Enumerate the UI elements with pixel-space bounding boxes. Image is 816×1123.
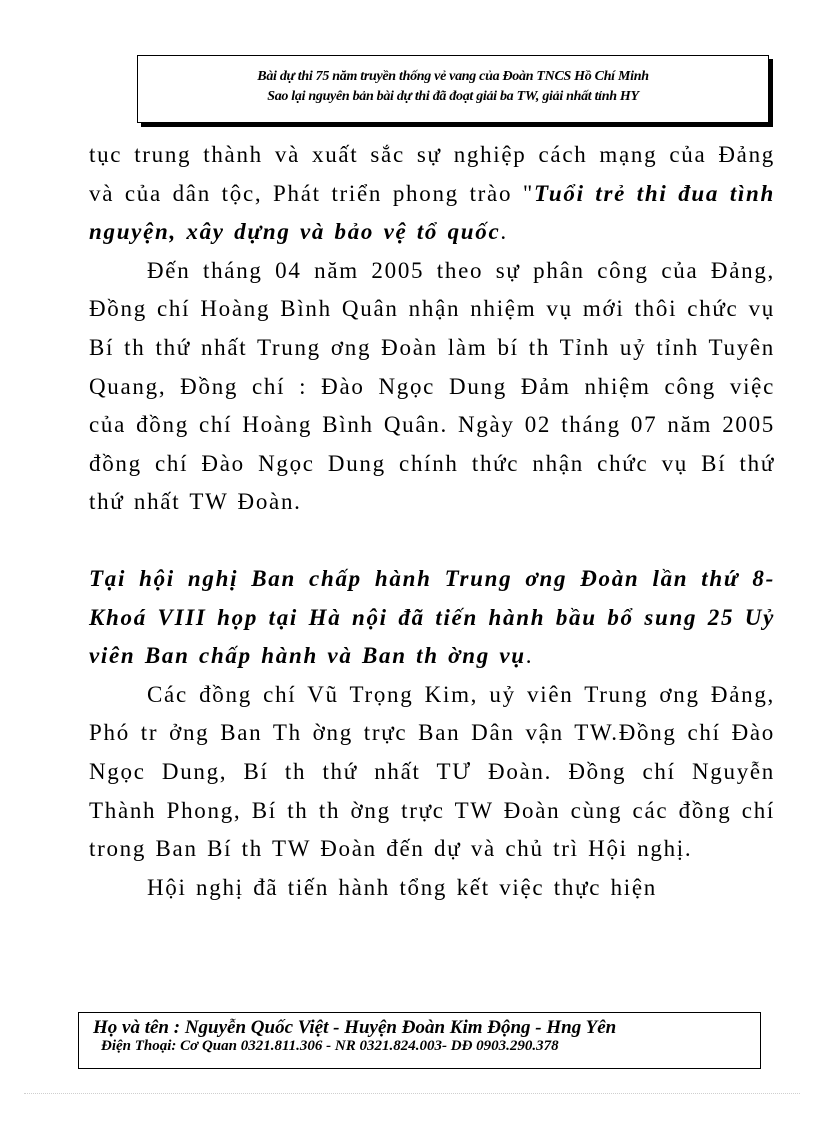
page-bottom-rule [24, 1093, 800, 1094]
paragraph-5: Hội nghị đã tiến hành tổng kết việc thực hiện [147, 874, 658, 900]
paragraph-gap [89, 522, 775, 560]
paragraph-3 [89, 560, 775, 676]
paragraph-4: Các đồng chí Vũ Trọng Kim, uỷ viên Trung ơng Đảng, Phó tr ởng Ban Th ờng trực Ban Dân vận TW.Đồng chí Đào Ngọc Dung, Bí th thứ nhất TƯ Đoàn. Đồng chí Nguyễn Thành Phong, Bí th th ờng trực TW Đoàn cùng các đồng chí trong Ban Bí th TW Đoàn đến dự và chủ trì Hội nghị. [89, 681, 775, 862]
footer-box [78, 1012, 761, 1069]
footer-author: Họ và tên : Nguyễn Quốc Việt - Huyện Đoàn Kim Động - Hng Yên [93, 1017, 617, 1038]
paragraph-1-text: tục trung thành và xuất sắc sự nghiệp cách mạng của Đảng và của dân tộc, Phát triển phong trào " [89, 142, 775, 206]
document-body [89, 136, 775, 907]
conference-heading: Tại hội nghị Ban chấp hành Trung ơng Đoàn lần thứ 8- Khoá VIII họp tại Hà nội đã tiến hành bầu bổ sung 25 Uỷ viên Ban chấp hành và Ban th ờng vụ [89, 565, 775, 669]
paragraph-3-end: . [525, 643, 534, 669]
paragraph-1 [89, 136, 775, 252]
header-line-1: Bài dự thi 75 năm truyền thống vẻ vang của Đoàn TNCS Hồ Chí Minh [257, 69, 649, 84]
paragraph-1-end: . [500, 219, 508, 245]
header-line-2: Sao lại nguyên bản bài dự thi đã đoạt giải ba TW, giải nhất tỉnh HY [267, 89, 639, 104]
header-box [137, 55, 769, 123]
paragraph-2: Đến tháng 04 năm 2005 theo sự phân công của Đảng, Đồng chí Hoàng Bình Quân nhận nhiệm vụ mới thôi chức vụ Bí th thứ nhất Trung ơng Đoàn làm bí th Tỉnh uỷ tỉnh Tuyên Quang, Đồng chí : Đào Ngọc Dung Đảm nhiệm công việc của đồng chí Hoàng Bình Quân. Ngày 02 tháng 07 năm 2005 đồng chí Đào Ngọc Dung chính thức nhận chức vụ Bí thứ thứ nhất TW Đoàn. [89, 257, 775, 515]
footer-phone: Điện Thoại: Cơ Quan 0321.811.306 - NR 0321.824.003- DĐ 0903.290.378 [101, 1038, 559, 1054]
slogan-emphasis: Tuổi trẻ thi đua tình nguyện, xây dựng và bảo vệ tổ quốc [89, 180, 775, 245]
